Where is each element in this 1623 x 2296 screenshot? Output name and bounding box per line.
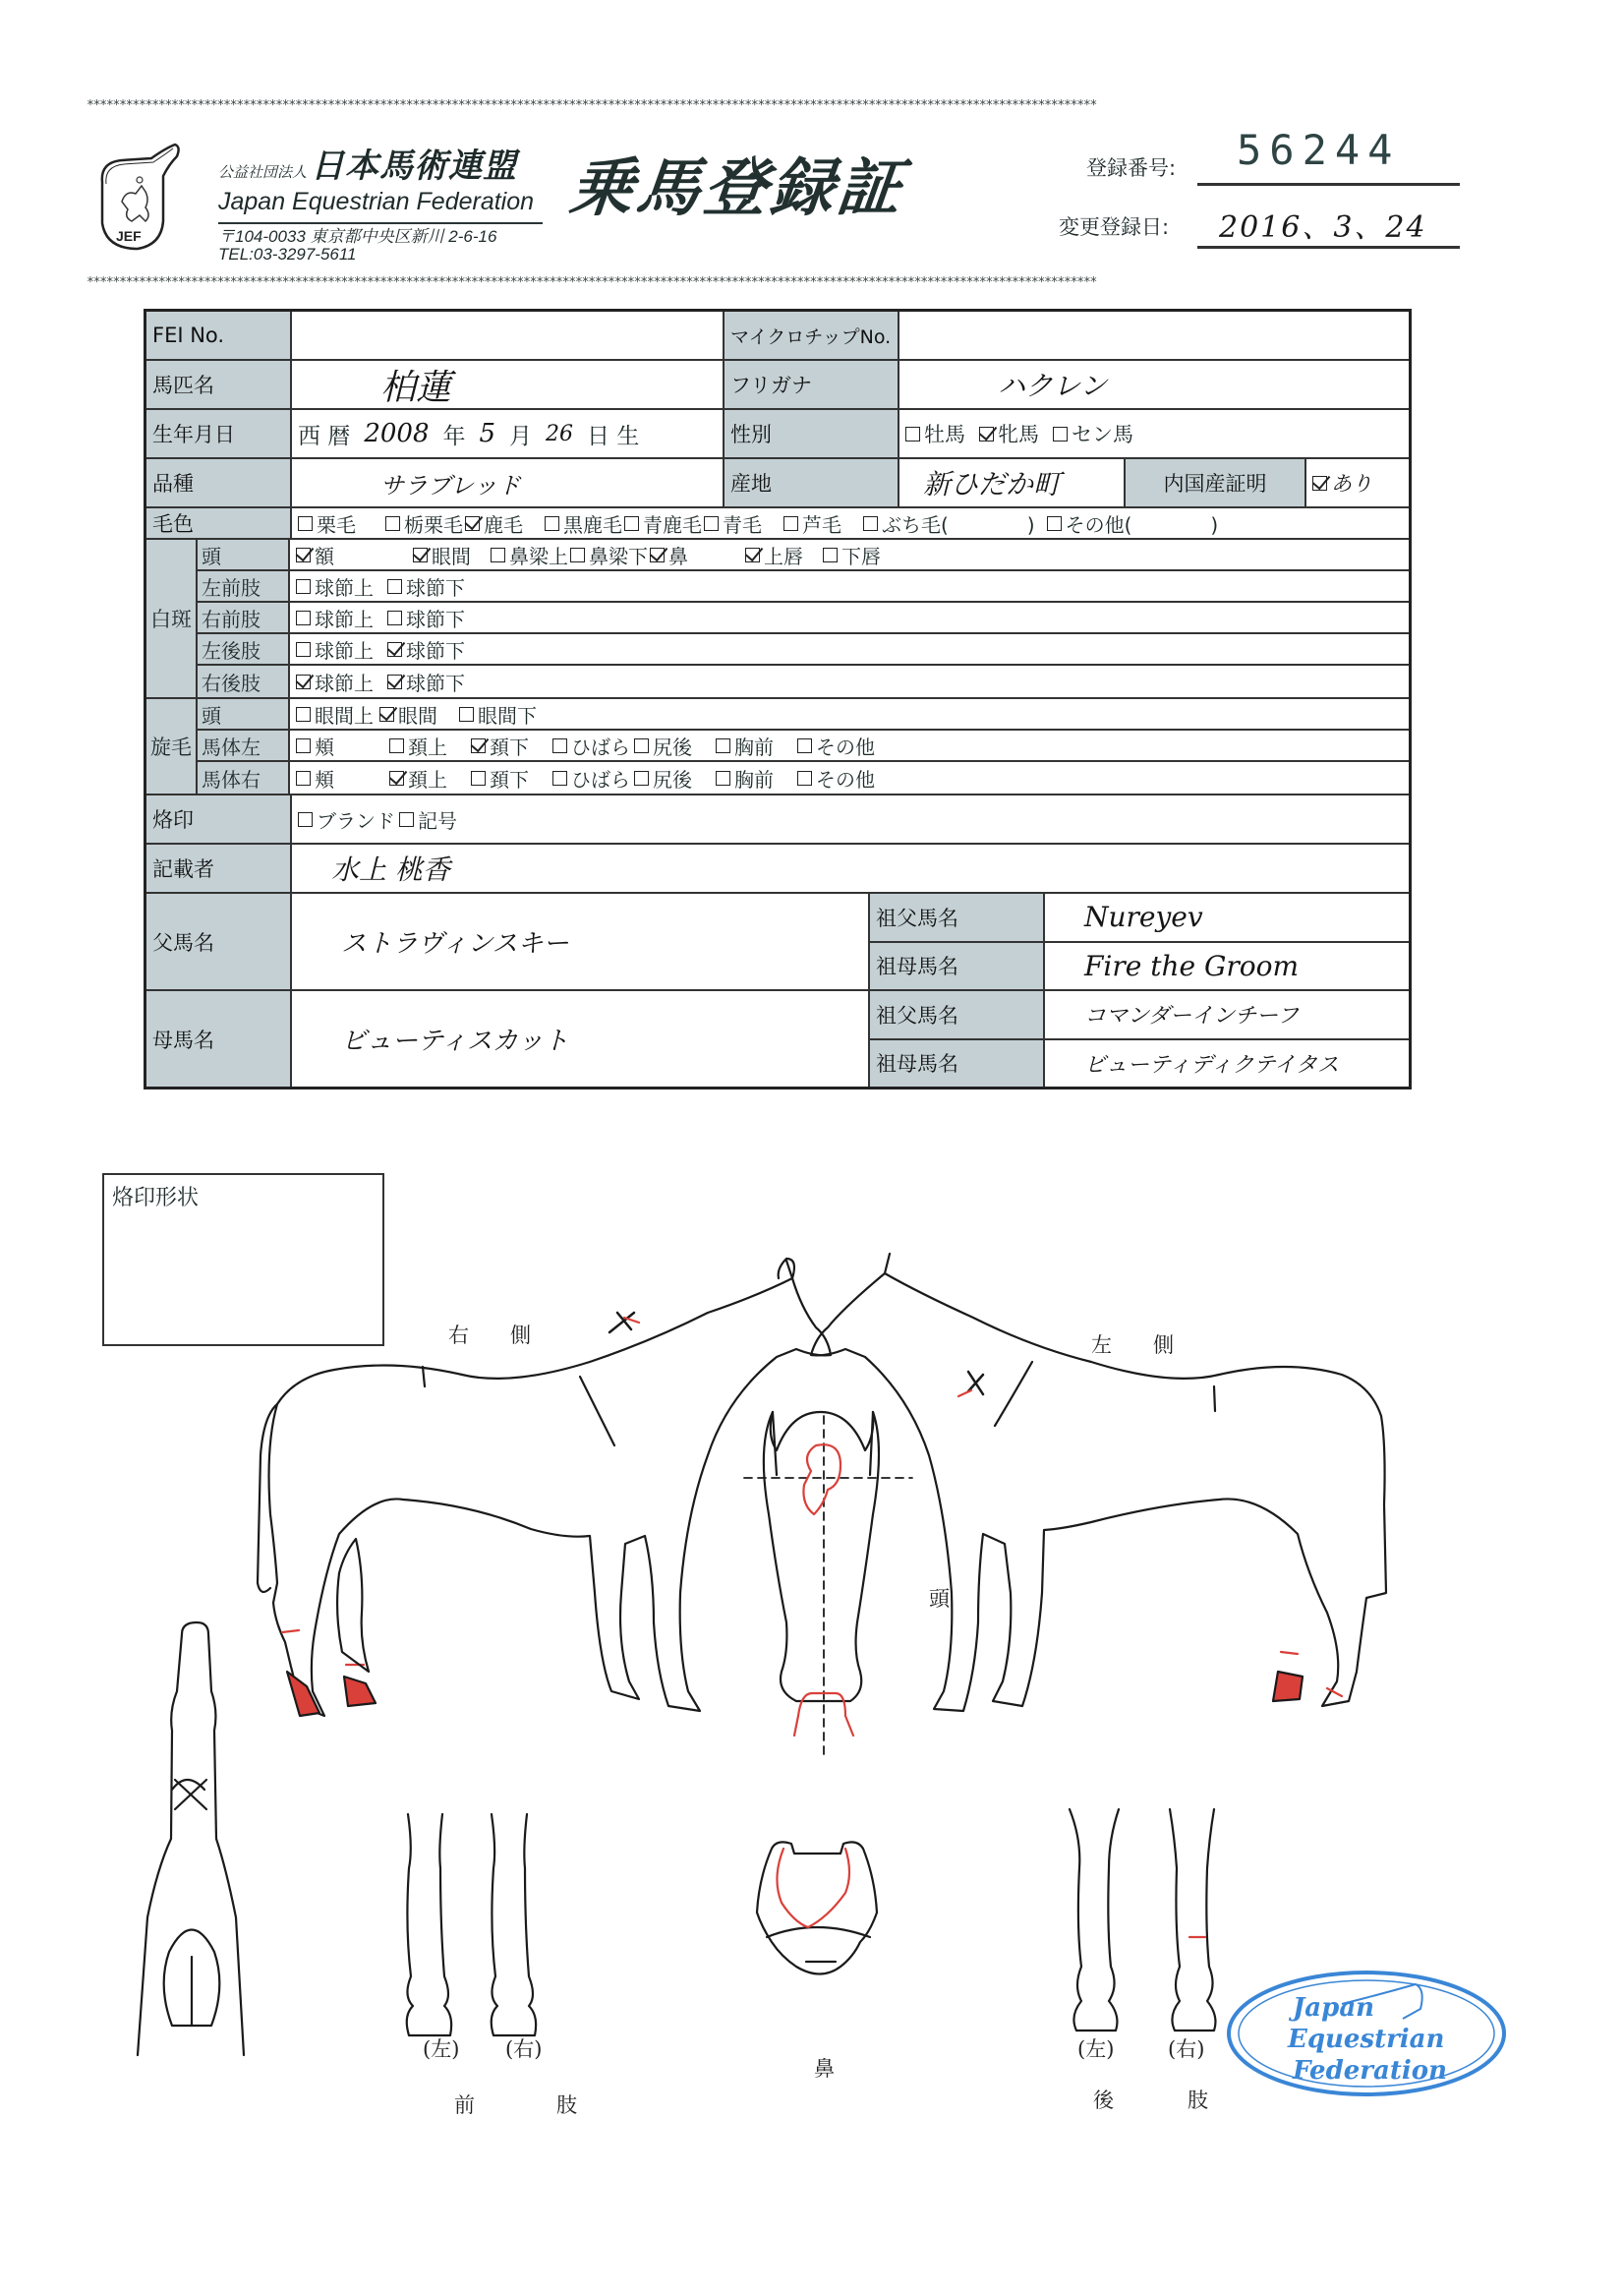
sire-granddam-label: 祖母馬名 xyxy=(870,943,1045,990)
marking-left-hind-above[interactable]: 球節上 xyxy=(296,635,374,664)
birth-year-unit: 年 xyxy=(442,423,466,449)
checkbox-checked-icon xyxy=(296,548,311,562)
whorl-left-chest[interactable]: 胸前 xyxy=(716,732,774,760)
sex-option-gelding[interactable]: セン馬 xyxy=(1053,419,1133,448)
row-fei-microchip xyxy=(146,312,1409,361)
whorls-row-head: 頭 眼間上 眼間 眼間下 xyxy=(198,699,1409,731)
horse-name-label: 馬匹名 xyxy=(146,361,292,408)
checkbox-icon xyxy=(1053,427,1068,442)
checkbox-icon xyxy=(624,516,639,531)
checkbox-icon xyxy=(863,516,878,531)
checkbox-checked-icon xyxy=(471,738,486,753)
white-markings-row-left-hind: 左後肢 球節上 球節下 xyxy=(198,634,1409,666)
recorder-label: 記載者 xyxy=(146,845,292,892)
whorl-between-eyes[interactable]: 眼間 xyxy=(379,700,437,729)
coat-color-label: 毛色 xyxy=(146,508,292,538)
document-title: 乗馬登録証 xyxy=(566,152,908,225)
checkbox-icon xyxy=(1047,516,1062,531)
white-markings-row-head: 頭 額 眼間 鼻梁上 鼻梁下 鼻 上唇 下唇 xyxy=(198,540,1409,571)
checkbox-icon xyxy=(387,579,402,594)
breed-field[interactable]: サラブレッド xyxy=(292,459,725,506)
checkbox-icon xyxy=(634,771,649,786)
checkbox-icon xyxy=(491,548,505,562)
coat-option-chestnut[interactable]: 栗毛 xyxy=(298,509,356,538)
whorls-row-body-left: 馬体左 頬 頚上 頚下 ひばら 尻後 胸前 その他 xyxy=(198,731,1409,762)
whorl-left-cheek[interactable]: 頬 xyxy=(296,732,334,760)
horse-head-front-icon xyxy=(744,1412,912,1760)
checkbox-icon xyxy=(797,771,812,786)
whorl-right-flank[interactable]: ひばら xyxy=(552,764,630,793)
checkbox-icon xyxy=(545,516,559,531)
checkbox-icon xyxy=(296,611,311,625)
org-address: 〒104-0033 東京都中央区新川 2-6-16 xyxy=(218,227,497,246)
whorl-right-chest[interactable]: 胸前 xyxy=(716,764,774,793)
white-markings-row-left-fore: 左前肢 球節上 球節下 xyxy=(198,571,1409,603)
hindlimbs-icon xyxy=(1070,1809,1215,2031)
whorl-left-upper-neck[interactable]: 頚上 xyxy=(389,732,447,760)
checkbox-icon xyxy=(296,707,311,722)
coat-option-dark-bay[interactable]: 黒鹿毛 xyxy=(545,509,622,538)
right-side-label: 右 側 xyxy=(448,1324,531,1347)
furigana-field[interactable]: ハクレン xyxy=(899,361,1409,408)
hindlimb-right-label: (右) xyxy=(1168,2037,1205,2061)
marking-left-fore-below[interactable]: 球節下 xyxy=(387,572,465,601)
row-brand xyxy=(146,795,1409,845)
row-birth-sex xyxy=(146,410,1409,459)
whorls-group xyxy=(146,699,1409,795)
whorl-above-eyes[interactable]: 眼間上 xyxy=(296,700,374,729)
checkbox-checked-icon xyxy=(389,771,404,786)
birth-month-unit: 月 xyxy=(509,423,533,449)
checkbox-icon xyxy=(783,516,798,531)
coat-option-pinto[interactable]: ぶち毛( ) xyxy=(863,509,1035,538)
registration-no-value: 56244 xyxy=(1237,126,1401,174)
forelimb-right-label: (右) xyxy=(505,2037,543,2061)
org-prefix: 公益社団法人 xyxy=(218,163,308,181)
change-date-value: 2016、3、24 xyxy=(1219,210,1427,245)
checkbox-icon xyxy=(387,611,402,625)
white-markings-label: 白斑 xyxy=(146,540,198,697)
checkbox-icon xyxy=(385,516,400,531)
checkbox-checked-icon xyxy=(1312,476,1327,491)
fei-no-field[interactable] xyxy=(292,312,725,359)
row-recorder xyxy=(146,845,1409,894)
checkbox-icon xyxy=(296,738,311,753)
sex-option-mare[interactable]: 牝馬 xyxy=(979,419,1039,448)
birth-year: 2008 xyxy=(364,419,430,448)
birthdate-label: 生年月日 xyxy=(146,410,292,457)
checkbox-checked-icon xyxy=(465,516,480,531)
checkbox-checked-icon xyxy=(650,548,665,562)
checkbox-icon xyxy=(296,579,311,594)
svg-text:Federation: Federation xyxy=(1293,2056,1447,2086)
whorl-below-eyes[interactable]: 眼間下 xyxy=(459,700,537,729)
sire-granddam-field[interactable]: Fire the Groom xyxy=(1045,943,1409,990)
checkbox-icon xyxy=(399,812,414,827)
microchip-field[interactable] xyxy=(899,312,1409,359)
svg-text:Japan: Japan xyxy=(1293,1993,1375,2023)
birthdate-era: 西 暦 xyxy=(298,423,351,449)
registration-no-label: 登録番号: xyxy=(1086,156,1177,180)
checkbox-checked-icon xyxy=(387,675,402,689)
forelimbs-icon xyxy=(407,1814,536,2035)
dam-row xyxy=(146,991,868,1087)
org-divider xyxy=(218,222,543,224)
coat-option-grey[interactable]: 芦毛 xyxy=(783,509,841,538)
org-tel: TEL:03-3297-5611 xyxy=(218,245,357,264)
jef-stamp-icon xyxy=(1224,1965,1509,2102)
change-date-label: 変更登録日: xyxy=(1059,215,1170,239)
fei-no-label: FEI No. xyxy=(146,312,292,359)
checkbox-icon xyxy=(716,771,730,786)
dam-granddam-row xyxy=(870,1040,1409,1088)
org-name-en: Japan Equestrian Federation xyxy=(218,188,535,215)
sire-grandsire-row xyxy=(870,894,1409,943)
whorls-label: 旋毛 xyxy=(146,699,198,794)
left-side-label: 左 側 xyxy=(1091,1333,1174,1357)
whorl-left-lower-neck[interactable]: 頚下 xyxy=(471,732,529,760)
marking-forehead[interactable]: 額 xyxy=(296,541,334,569)
marking-nose[interactable]: 鼻 xyxy=(650,541,688,569)
pedigree-section xyxy=(146,894,1409,1087)
checkbox-icon xyxy=(704,516,719,531)
domestic-cert-option[interactable]: あり xyxy=(1306,459,1409,506)
breed-label: 品種 xyxy=(146,459,292,506)
marking-between-eyes[interactable]: 眼間 xyxy=(413,541,471,569)
horse-top-view-icon xyxy=(138,1622,244,2055)
brand-option-symbol[interactable]: 記号 xyxy=(399,805,457,834)
header-star-divider-top: *********************************************************************************************************************************************************** xyxy=(87,98,1097,113)
whorl-right-cheek[interactable]: 頬 xyxy=(296,764,334,793)
head-label: 頭 xyxy=(929,1587,950,1611)
header-star-divider-bottom: *********************************************************************************************************************************************************** xyxy=(87,275,1097,290)
birthdate-field[interactable] xyxy=(292,410,725,457)
coat-option-bay[interactable]: 鹿毛 xyxy=(465,509,523,538)
checkbox-icon xyxy=(823,548,838,562)
whorls-row-body-right: 馬体右 頬 頚上 頚下 ひばら 尻後 胸前 その他 xyxy=(198,762,1409,794)
sire-grandsire-label: 祖父馬名 xyxy=(870,894,1045,941)
sire-field[interactable]: ストラヴィンスキー xyxy=(292,894,868,989)
dam-granddam-field[interactable]: ビューティディクテイタス xyxy=(1045,1040,1409,1088)
marking-left-hind-below[interactable]: 球節下 xyxy=(387,635,465,664)
checkbox-icon xyxy=(296,771,311,786)
checkbox-checked-icon xyxy=(413,548,428,562)
svg-text:Equestrian: Equestrian xyxy=(1288,2025,1445,2054)
row-breed-origin xyxy=(146,459,1409,508)
sex-label: 性別 xyxy=(725,410,899,457)
row-name xyxy=(146,361,1409,410)
whorl-left-other[interactable]: その他 xyxy=(797,732,875,760)
sire-row xyxy=(146,894,868,991)
row-coat-color xyxy=(146,508,1409,540)
white-markings-group xyxy=(146,540,1409,699)
change-date-underline xyxy=(1197,246,1460,249)
sex-option-stallion[interactable]: 牡馬 xyxy=(905,419,965,448)
marking-left-fore-above[interactable]: 球節上 xyxy=(296,572,374,601)
checkbox-icon xyxy=(552,771,567,786)
checkbox-icon xyxy=(296,642,311,657)
marking-right-hind-below[interactable]: 球節下 xyxy=(387,668,465,696)
forelimb-caption-1: 前 xyxy=(454,2093,475,2117)
brand-shape-label: 烙印形状 xyxy=(112,1186,200,1210)
whorl-right-upper-neck[interactable]: 頚上 xyxy=(389,764,447,793)
checkbox-checked-icon xyxy=(979,427,994,442)
microchip-label: マイクロチップNo. xyxy=(725,312,899,359)
coat-option-dark-chestnut[interactable]: 栃栗毛 xyxy=(385,509,463,538)
checkbox-checked-icon xyxy=(296,675,311,689)
nose-label: 鼻 xyxy=(814,2057,835,2081)
birth-month: 5 xyxy=(479,419,496,448)
checkbox-icon xyxy=(552,738,567,753)
marking-right-fore-below[interactable]: 球節下 xyxy=(387,604,465,632)
hindlimb-caption-2: 肢 xyxy=(1188,2089,1208,2112)
forelimb-left-label: (左) xyxy=(423,2037,460,2061)
dam-grandsire-row xyxy=(870,991,1409,1040)
birth-day: 26 xyxy=(546,421,574,446)
whorl-left-rump[interactable]: 尻後 xyxy=(634,732,692,760)
origin-field[interactable]: 新ひだか町 xyxy=(899,459,1126,506)
hindlimb-left-label: (左) xyxy=(1077,2037,1115,2061)
whorl-right-lower-neck[interactable]: 頚下 xyxy=(471,764,529,793)
origin-label: 産地 xyxy=(725,459,899,506)
checkbox-checked-icon xyxy=(379,707,394,722)
registration-no-underline xyxy=(1197,183,1460,186)
checkbox-icon xyxy=(298,812,313,827)
coat-option-brown[interactable]: 青鹿毛 xyxy=(624,509,702,538)
registration-form xyxy=(144,309,1412,1089)
whorl-left-flank[interactable]: ひばら xyxy=(552,732,630,760)
dam-label: 母馬名 xyxy=(146,991,292,1087)
furigana-label: フリガナ xyxy=(725,361,899,408)
checkbox-checked-icon xyxy=(745,548,760,562)
checkbox-icon xyxy=(570,548,585,562)
sire-granddam-row xyxy=(870,943,1409,992)
whorl-right-rump[interactable]: 尻後 xyxy=(634,764,692,793)
brand-label: 烙印 xyxy=(146,795,292,843)
marking-right-hind-above[interactable]: 球節上 xyxy=(296,668,374,696)
org-name-ja: 日本馬術連盟 xyxy=(311,147,518,186)
white-markings-row-right-hind: 右後肢 球節上 球節下 xyxy=(198,666,1409,697)
checkbox-icon xyxy=(905,427,920,442)
brand-option-brand[interactable]: ブランド xyxy=(298,805,395,834)
marking-upper-lip[interactable]: 上唇 xyxy=(745,541,803,569)
marking-lower-bridge[interactable]: 鼻梁下 xyxy=(570,541,648,569)
sex-options xyxy=(899,410,1409,457)
horse-right-side-icon xyxy=(258,1259,831,1716)
horse-name-field[interactable]: 柏蓮 xyxy=(292,361,725,408)
checkbox-icon xyxy=(797,738,812,753)
sire-label: 父馬名 xyxy=(146,894,292,989)
horse-nose-icon xyxy=(757,1842,877,1973)
checkbox-icon xyxy=(716,738,730,753)
coat-option-black[interactable]: 青毛 xyxy=(704,509,762,538)
hindlimb-caption-1: 後 xyxy=(1093,2089,1114,2112)
white-markings-row-right-fore: 右前肢 球節上 球節下 xyxy=(198,603,1409,634)
checkbox-icon xyxy=(389,738,404,753)
jef-logo-icon xyxy=(92,143,183,253)
coat-color-options xyxy=(292,508,1409,538)
birth-day-unit: 日 生 xyxy=(587,423,640,449)
checkbox-icon xyxy=(459,707,474,722)
forelimb-caption-2: 肢 xyxy=(556,2093,577,2117)
coat-option-other[interactable]: その他( ) xyxy=(1047,509,1219,538)
checkbox-icon xyxy=(298,516,313,531)
checkbox-icon xyxy=(471,771,486,786)
sire-grandsire-field[interactable]: Nureyev xyxy=(1045,894,1409,941)
horse-left-side-icon xyxy=(811,1254,1386,1711)
dam-granddam-label: 祖母馬名 xyxy=(870,1040,1045,1088)
organization-block xyxy=(218,147,543,264)
domestic-cert-label: 内国産証明 xyxy=(1126,459,1306,506)
checkbox-checked-icon xyxy=(387,642,402,657)
marking-right-fore-above[interactable]: 球節上 xyxy=(296,604,374,632)
checkbox-icon xyxy=(634,738,649,753)
marking-upper-bridge[interactable]: 鼻梁上 xyxy=(491,541,568,569)
dam-grandsire-label: 祖父馬名 xyxy=(870,991,1045,1038)
dam-grandsire-field[interactable]: コマンダーインチーフ xyxy=(1045,991,1409,1038)
dam-field[interactable]: ビューティスカット xyxy=(292,991,868,1087)
svg-text:JEF: JEF xyxy=(116,228,142,244)
marking-lower-lip[interactable]: 下唇 xyxy=(823,541,881,569)
recorder-field[interactable]: 水上 桃香 xyxy=(292,845,1409,892)
whorl-right-other[interactable]: その他 xyxy=(797,764,875,793)
